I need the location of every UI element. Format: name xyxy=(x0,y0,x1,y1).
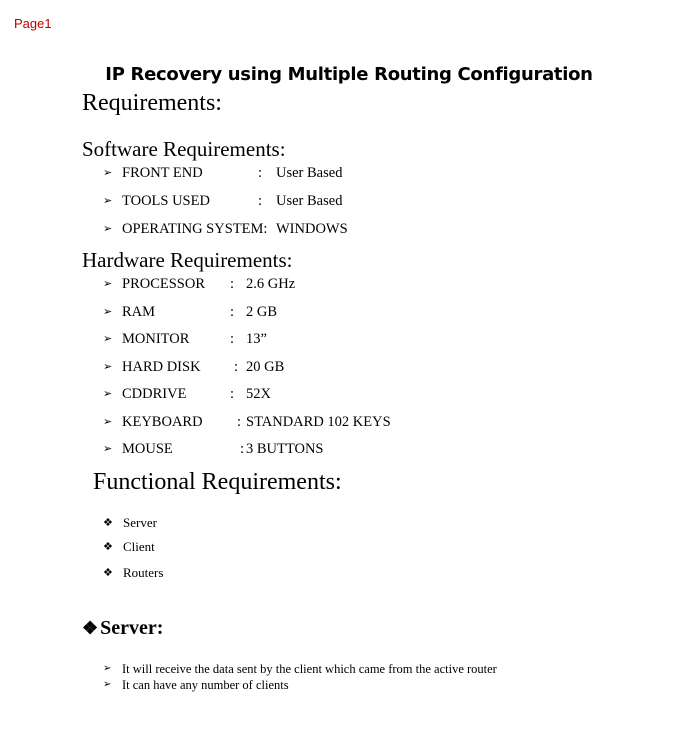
item-label: RAM xyxy=(122,304,156,320)
item-separator: : xyxy=(258,165,263,181)
item-label: It will receive the data sent by the client which came from the active router xyxy=(122,662,497,676)
item-label: OPERATING SYSTEM: xyxy=(122,221,268,237)
item-separator: : xyxy=(230,304,235,320)
item-separator: : xyxy=(258,193,263,209)
item-separator: : xyxy=(240,441,245,457)
item-value: 52X xyxy=(246,386,271,402)
item-value: 20 GB xyxy=(246,359,285,375)
arrow-bullet-icon: ➢ xyxy=(103,415,113,428)
server-heading-text: Server: xyxy=(100,617,164,639)
functional-requirements-heading: Functional Requirements: xyxy=(93,469,342,495)
diamond-bullet-icon: ❖ xyxy=(82,618,99,638)
arrow-bullet-icon: ➢ xyxy=(103,360,113,373)
item-label: PROCESSOR xyxy=(122,276,206,292)
item-separator: : xyxy=(237,414,242,430)
item-label: It can have any number of clients xyxy=(122,678,289,692)
arrow-bullet-icon: ➢ xyxy=(103,387,113,400)
server-heading xyxy=(82,617,163,640)
item-label: MOUSE xyxy=(122,441,173,457)
arrow-bullet-icon: ➢ xyxy=(103,332,113,345)
arrow-bullet-icon: ➢ xyxy=(103,442,113,455)
item-value: STANDARD 102 KEYS xyxy=(246,414,391,430)
item-label: Server xyxy=(123,515,157,530)
page-label: Page1 xyxy=(14,16,52,31)
arrow-bullet-icon: ➢ xyxy=(103,222,113,235)
diamond-bullet-icon: ❖ xyxy=(103,516,113,529)
item-separator: : xyxy=(230,276,235,292)
item-label: Routers xyxy=(123,565,164,580)
item-label: FRONT END xyxy=(122,165,203,181)
item-label: MONITOR xyxy=(122,331,190,347)
arrow-bullet-icon: ➢ xyxy=(103,166,113,179)
item-value: 2.6 GHz xyxy=(246,276,296,292)
arrow-bullet-icon: ➢ xyxy=(103,277,113,290)
item-label: Client xyxy=(123,539,155,554)
software-requirements-heading: Software Requirements: xyxy=(82,137,286,161)
requirements-heading: Requirements: xyxy=(82,90,222,116)
diamond-bullet-icon: ❖ xyxy=(103,566,113,579)
item-value: 13” xyxy=(246,331,267,347)
item-value: 2 GB xyxy=(246,304,278,320)
hardware-requirements-heading: Hardware Requirements: xyxy=(82,248,293,272)
item-separator: : xyxy=(230,386,235,402)
item-separator: : xyxy=(234,359,239,375)
item-label: KEYBOARD xyxy=(122,414,203,430)
item-value: WINDOWS xyxy=(276,221,348,237)
arrow-bullet-icon: ➢ xyxy=(103,305,113,318)
document-title: IP Recovery using Multiple Routing Configuration xyxy=(105,64,593,85)
item-value: User Based xyxy=(276,193,343,209)
item-value: 3 BUTTONS xyxy=(246,441,324,457)
item-value: User Based xyxy=(276,165,343,181)
arrow-bullet-icon: ➢ xyxy=(103,679,112,690)
item-label: HARD DISK xyxy=(122,359,201,375)
diamond-bullet-icon: ❖ xyxy=(103,540,113,553)
arrow-bullet-icon: ➢ xyxy=(103,194,113,207)
arrow-bullet-icon: ➢ xyxy=(103,663,112,674)
item-label: CDDRIVE xyxy=(122,386,187,402)
item-label: TOOLS USED xyxy=(122,193,210,209)
item-separator: : xyxy=(230,331,235,347)
